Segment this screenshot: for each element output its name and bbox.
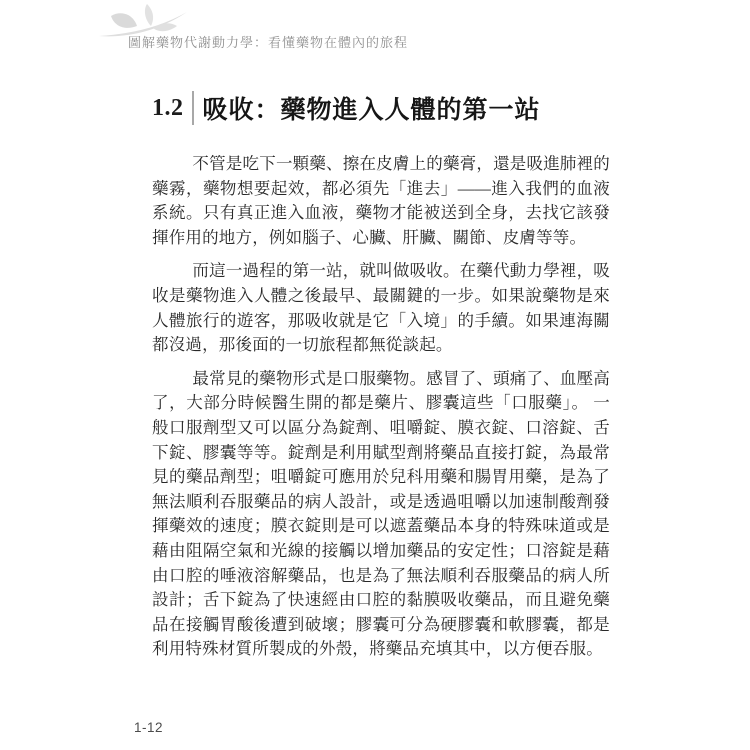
section-title: 吸收：藥物進入人體的第一站 bbox=[202, 97, 541, 124]
body-text bbox=[152, 152, 610, 662]
paragraph-2: 而這一過程的第一站，就叫做吸收。在藥代動力學裡，吸收是藥物進入人體之後最早、最關鍵的一步。如果說藥物是來人體旅行的遊客，那吸收就是它「入境」的手續。如果連海關都沒過，那後面的一切旅程都無從談起。 bbox=[152, 261, 610, 355]
paragraph-3: 最常見的藥物形式是口服藥物。感冒了、頭痛了、血壓高了，大部分時候醫生開的都是藥片、膠囊這些「口服藥」。 一般口服劑型又可以區分為錠劑、咀嚼錠、膜衣錠、口溶錠、舌下錠、膠囊等等。錠劑是利用賦型劑將藥品直接打錠，為最常見的藥品劑型；咀嚼錠可應用於兒科用藥和腸胃用藥，是為了無法順利吞服藥品的病人設計，或是透過咀嚼以加速制酸劑發揮藥效的速度；膜衣錠則是可以遮蓋藥品本身的特殊味道或是藉由阻隔空氣和光線的接觸以增加藥品的安定性；口溶錠是藉由口腔的唾液溶解藥品，也是為了無法順利吞服藥品的病人所設計；舌下錠為了快速經由口腔的黏膜吸收藥品，而且避免藥品在接觸胃酸後遭到破壞；膠囊可分為硬膠囊和軟膠囊，都是利用特殊材質所製成的外殼，將藥品充填其中，以方便吞服。 bbox=[152, 368, 610, 659]
section-content bbox=[152, 88, 610, 662]
section-number: 1.2 bbox=[152, 94, 184, 121]
section-heading bbox=[152, 88, 610, 128]
page-number: 1-12 bbox=[134, 720, 164, 735]
running-header bbox=[95, 0, 515, 52]
heading-divider bbox=[192, 91, 194, 125]
paragraph-1: 不管是吃下一顆藥、擦在皮膚上的藥膏，還是吸進肺裡的藥霧，藥物想要起效，都必須先「進去」——進入我們的血液系統。只有真正進入血液，藥物才能被送到全身，去找它該發揮作用的地方，例如腦子、心臟、肝臟、關節、皮膚等等。 bbox=[152, 154, 610, 247]
book-title: 圖解藥物代謝動力學：看懂藥物在體內的旅程 bbox=[128, 35, 409, 50]
